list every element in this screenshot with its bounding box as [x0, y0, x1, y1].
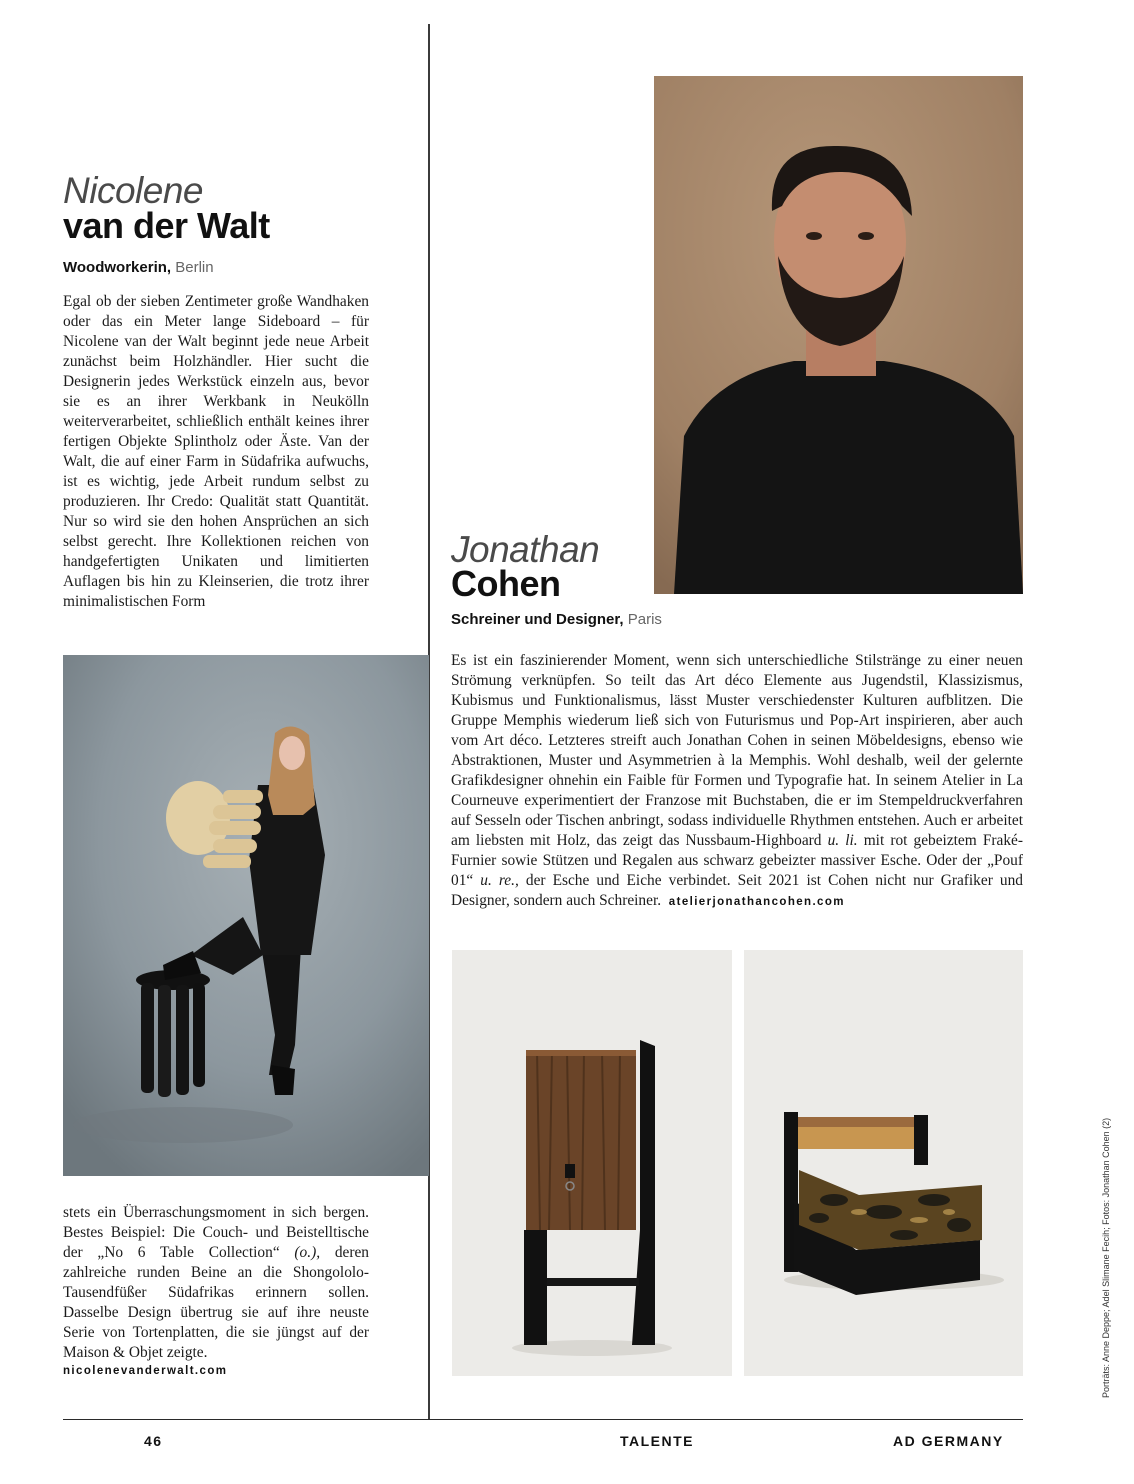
designer-website-link[interactable]: nicolenevanderwalt.com [63, 1365, 228, 1377]
image-ref-lower-right: u. re., [480, 872, 519, 889]
image-ref-above: (o.), [294, 1244, 321, 1261]
body-part2-b: deren zahlreiche runden Beine an die Shongololo-Tausendfüßer Südafrikas erinnern sollen. Dasselbe Design übertrug sie auf ihre neuste Serie von Tortenplatten, die sie jüngst auf der Maison & Objet zeigte. [63, 1244, 369, 1361]
section-name: TALENTE [620, 1433, 695, 1449]
role-title: Schreiner und Designer, [451, 611, 624, 628]
body-part-a: Es ist ein faszinierender Moment, wenn sich unterschiedliche Stilstränge zu einer neuen Strömung verknüpfen. So teilt das Art déco Elemente aus Jugendstil, Klassizismus, Kubismus und Funktionalismus, lässt Muster verschiedenster Kulturen aufblitzen. Die Gruppe Memphis wiederum ließ sich von Futurismus und Pop-Art inspirieren, aber auch vom Art déco. Letzteres streift auch Jonathan Cohen in seinen Möbeldesigns, ebenso wie Abstraktionen, Muster und Asymmetrien à la Memphis. Wohl deshalb, weil der gelernte Grafikdesigner ohnehin ein Faible für Formen und Typografie hat. In seinem Atelier in La Courneuve experimentiert der Franzose mit Buchstaben, die er im Stempeldruckverfahren auf Sesseln oder Tischen anbringt, sodass individuelle Rhythmen entstehen. Auch er arbeitet am liebsten mit Holz, das zeigt das Nussbaum-Highboard [451, 652, 1023, 849]
page-number: 46 [144, 1433, 163, 1449]
role-city: Berlin [175, 259, 214, 276]
body-part-b: mit rot gebeiztem Fraké-Furnier sowie Stützen und Regalen aus schwarz gebeizter massiver Esche. Oder der „Pouf 01“ [451, 832, 1023, 889]
role-city: Paris [627, 611, 662, 628]
article-body [451, 651, 1023, 912]
photo-credit: Porträts: Anne Deppe; Adel Slimane Fecih; Fotos: Jonathan Cohen (2) [1101, 1117, 1111, 1398]
role-title: Woodworkerin, [63, 259, 172, 276]
designer-last-name: Cohen [451, 563, 561, 604]
highboard-product-photo [452, 950, 732, 1376]
pouf-product-photo [744, 950, 1023, 1376]
article-body-part2 [63, 1203, 369, 1363]
studio-portrait-photo [63, 655, 429, 1176]
article-body-part1: Egal ob der sieben Zentimeter große Wandhaken oder das ein Meter lange Sideboard – für Nicolene van der Walt beginnt jede neue Arbeit zunächst beim Holzhändler. Hier sucht die Designerin jedes Werkstück einzeln aus, bevor sie es an ihrer Werkbank in Neukölln weiterverarbeitet, schließlich enthält keines ihrer fertigen Objekte Splintholz oder Äste. Van der Walt, die auf einer Farm in Südafrika aufwuchs, ist es wichtig, jede Arbeit rundum selbst zu produzieren. Ihr Credo: Qualität statt Quantität. Nur so wird sie den hohen Ansprüchen an sich selbst gerecht. Ihre Kollektionen reichen von handgefertigten Unikaten und limitierten Auflagen bis hin zu Kleinserien, die trotz ihrer minimalistischen Form [63, 293, 369, 610]
designer-first-name: Jonathan [451, 529, 600, 570]
body-part-c: der Esche und Eiche verbindet. Seit 2021 ist Cohen nicht nur Grafiker und Designer, sondern auch Schreiner. [451, 872, 1023, 909]
designer-role [451, 612, 662, 627]
image-ref-lower-left: u. li. [827, 832, 858, 849]
designer-website-link[interactable]: atelierjonathancohen.com [668, 896, 845, 908]
footer-rule [63, 1419, 1023, 1420]
designer-first-name: Nicolene [63, 170, 203, 211]
body-part2-a: stets ein Überraschungsmoment in sich bergen. Bestes Beispiel: Die Couch- und Beistelltische der „No 6 Table Collection“ [63, 1204, 369, 1261]
designer-last-name: van der Walt [63, 205, 270, 246]
magazine-name: AD GERMANY [893, 1433, 1004, 1449]
designer-role [63, 260, 214, 275]
cohen-portrait-photo [654, 76, 1023, 594]
